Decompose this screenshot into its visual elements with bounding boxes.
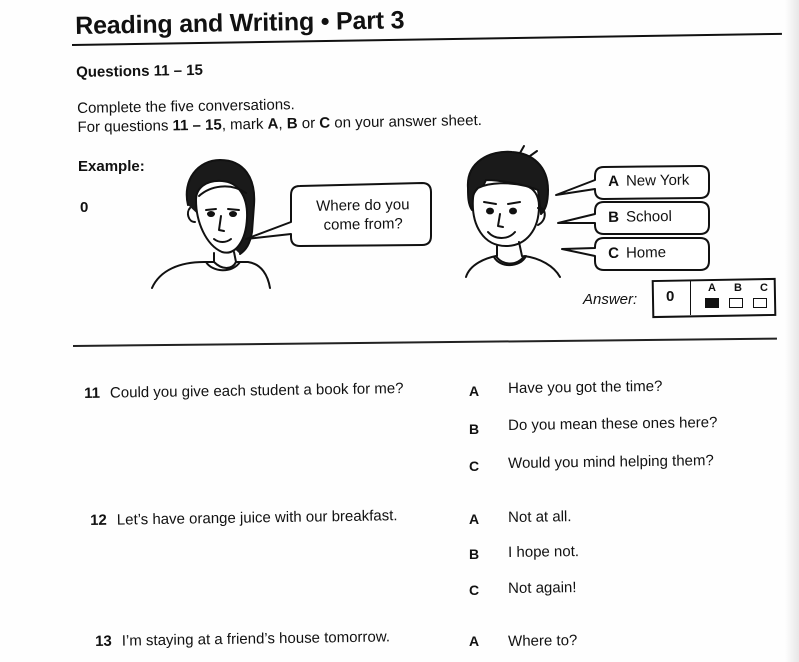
example-option-c: C Home — [608, 243, 667, 262]
q12-option-a: Not at all. — [508, 508, 572, 526]
question-13: 13 I’m staying at a friend’s house tomorrow. — [95, 628, 391, 650]
instruction-line-1: Complete the five conversations. — [77, 96, 295, 117]
question-11: 11 Could you give each student a book for me? — [84, 379, 404, 402]
answer-box-a-filled — [705, 298, 719, 308]
example-number: 0 — [80, 199, 89, 216]
q11-option-a: Have you got the time? — [508, 377, 663, 397]
example-option-b: B School — [608, 207, 673, 226]
q11-option-b: Do you mean these ones here? — [508, 414, 718, 434]
q12-option-b: I hope not. — [508, 543, 580, 561]
answer-letters: A B C — [708, 282, 768, 294]
q11-letter-a: A — [469, 383, 480, 399]
answer-divider — [690, 281, 691, 315]
q13-option-a: Where to? — [508, 632, 578, 650]
question-range: Questions 11 – 15 — [76, 61, 204, 81]
q11-option-c: Would you mind helping them? — [508, 452, 714, 472]
q11-letter-c: C — [469, 458, 480, 474]
instruction-line-2: For questions 11 – 15, mark A, B or C on your answer sheet. — [77, 111, 483, 136]
girl-illustration — [152, 160, 270, 288]
answer-box-b — [729, 298, 743, 308]
page-title: Reading and Writing • Part 3 — [75, 6, 405, 40]
q11-letter-b: B — [469, 421, 480, 437]
q12-letter-a: A — [469, 511, 480, 527]
q12-letter-c: C — [469, 582, 480, 598]
q13-letter-a: A — [469, 633, 480, 649]
question-12: 12 Let’s have orange juice with our breakfast. — [90, 507, 398, 529]
answer-number: 0 — [666, 288, 675, 305]
answer-box-c — [753, 298, 767, 308]
speech-bubble-text: Where do you come from? — [315, 196, 410, 234]
example-label: Example: — [78, 158, 145, 175]
answer-label: Answer: — [583, 291, 638, 308]
q12-letter-b: B — [469, 546, 480, 562]
boy-illustration — [466, 146, 560, 277]
example-option-a: A New York — [608, 171, 690, 190]
q12-option-c: Not again! — [508, 579, 577, 597]
